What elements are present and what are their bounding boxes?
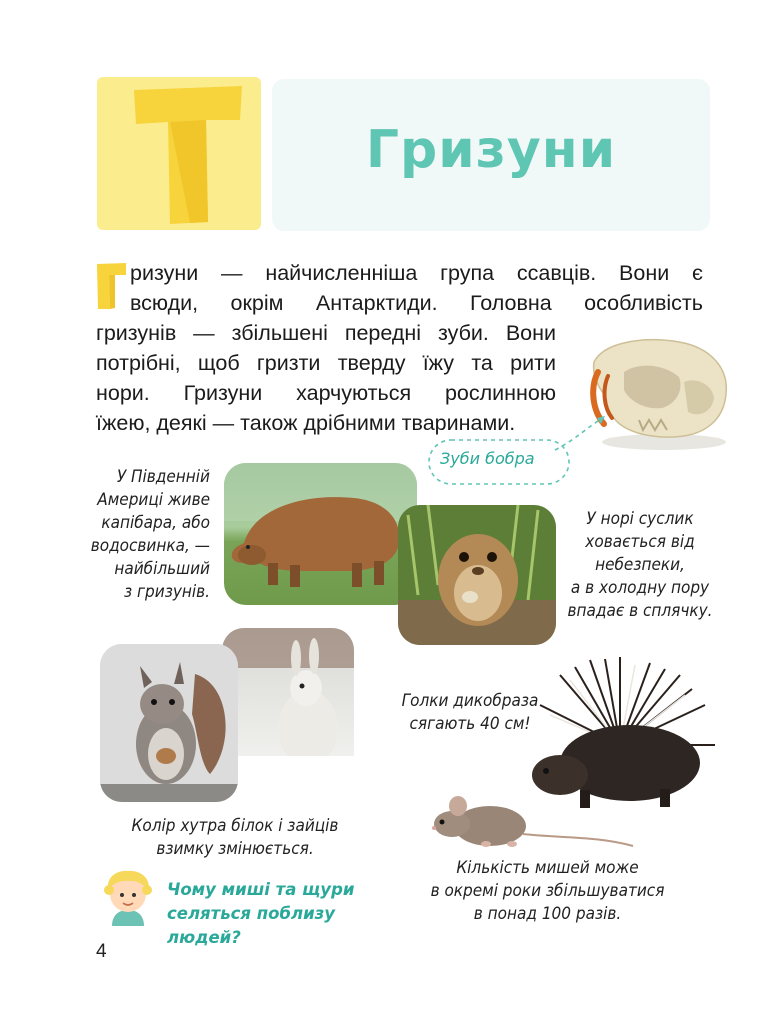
intro-line: їжею, деякі — також дрібними тваринами. <box>96 411 516 435</box>
hare-photo <box>222 628 354 778</box>
caption-line: ховається від <box>585 532 695 552</box>
caption-line: водосвинка, — <box>90 536 210 556</box>
question-line: селяться поблизу людей? <box>167 904 336 947</box>
mice-caption <box>420 857 675 926</box>
gopher-caption <box>560 508 720 623</box>
caption-line: в окремі роки збільшуватися <box>430 881 665 901</box>
big-letter-t <box>130 82 245 227</box>
caption-line: з гризунів. <box>124 582 210 602</box>
caption-line: Колір хутра білок і зайців <box>131 816 339 836</box>
fur-caption <box>110 815 360 861</box>
capybara-photo <box>224 463 417 605</box>
intro-line: всюди, окрім Антарктиди. Головна особливість <box>130 291 703 315</box>
caption-line: найбільший <box>114 559 210 579</box>
caption-line: Америці живе <box>97 490 210 510</box>
question-line: Чому миші та щури <box>167 880 355 899</box>
squirrel-photo <box>100 644 238 802</box>
caption-line: в понад 100 разів. <box>473 904 622 924</box>
gopher-photo <box>398 505 556 645</box>
caption-line: Голки дикобраза <box>401 691 539 711</box>
mouse-image <box>428 788 638 853</box>
intro-line: ризуни — найчисленніша група ссавців. Вони є <box>130 261 703 285</box>
porcupine-caption <box>400 690 540 736</box>
caption-line: Кількість мишей може <box>456 858 639 878</box>
intro-line: потрібні, щоб гризти тверду їжу та рити <box>96 351 556 375</box>
intro-line: нори. Гризуни харчуються рослинною <box>96 381 556 405</box>
beaver-teeth-label: Зуби бобра <box>440 449 535 468</box>
page-number: 4 <box>96 941 107 962</box>
svg-text:Т: Т <box>130 82 131 83</box>
child-avatar-icon <box>98 866 158 930</box>
caption-line: небезпеки, <box>595 555 685 575</box>
intro-line: гризунів — збільшені передні зуби. Вони <box>96 321 556 345</box>
caption-line: сягають 40 см! <box>409 714 531 734</box>
caption-line: а в холодну пору <box>570 578 710 598</box>
caption-line: капібара, або <box>101 513 210 533</box>
page-title: Гризуни <box>365 120 617 180</box>
caption-line: У норі суслик <box>586 509 694 529</box>
caption-line: У Південній <box>116 467 210 487</box>
capybara-caption <box>84 466 210 604</box>
caption-line: впадає в сплячку. <box>567 601 713 621</box>
question-text <box>167 878 397 950</box>
caption-line: взимку змінюється. <box>156 839 314 859</box>
